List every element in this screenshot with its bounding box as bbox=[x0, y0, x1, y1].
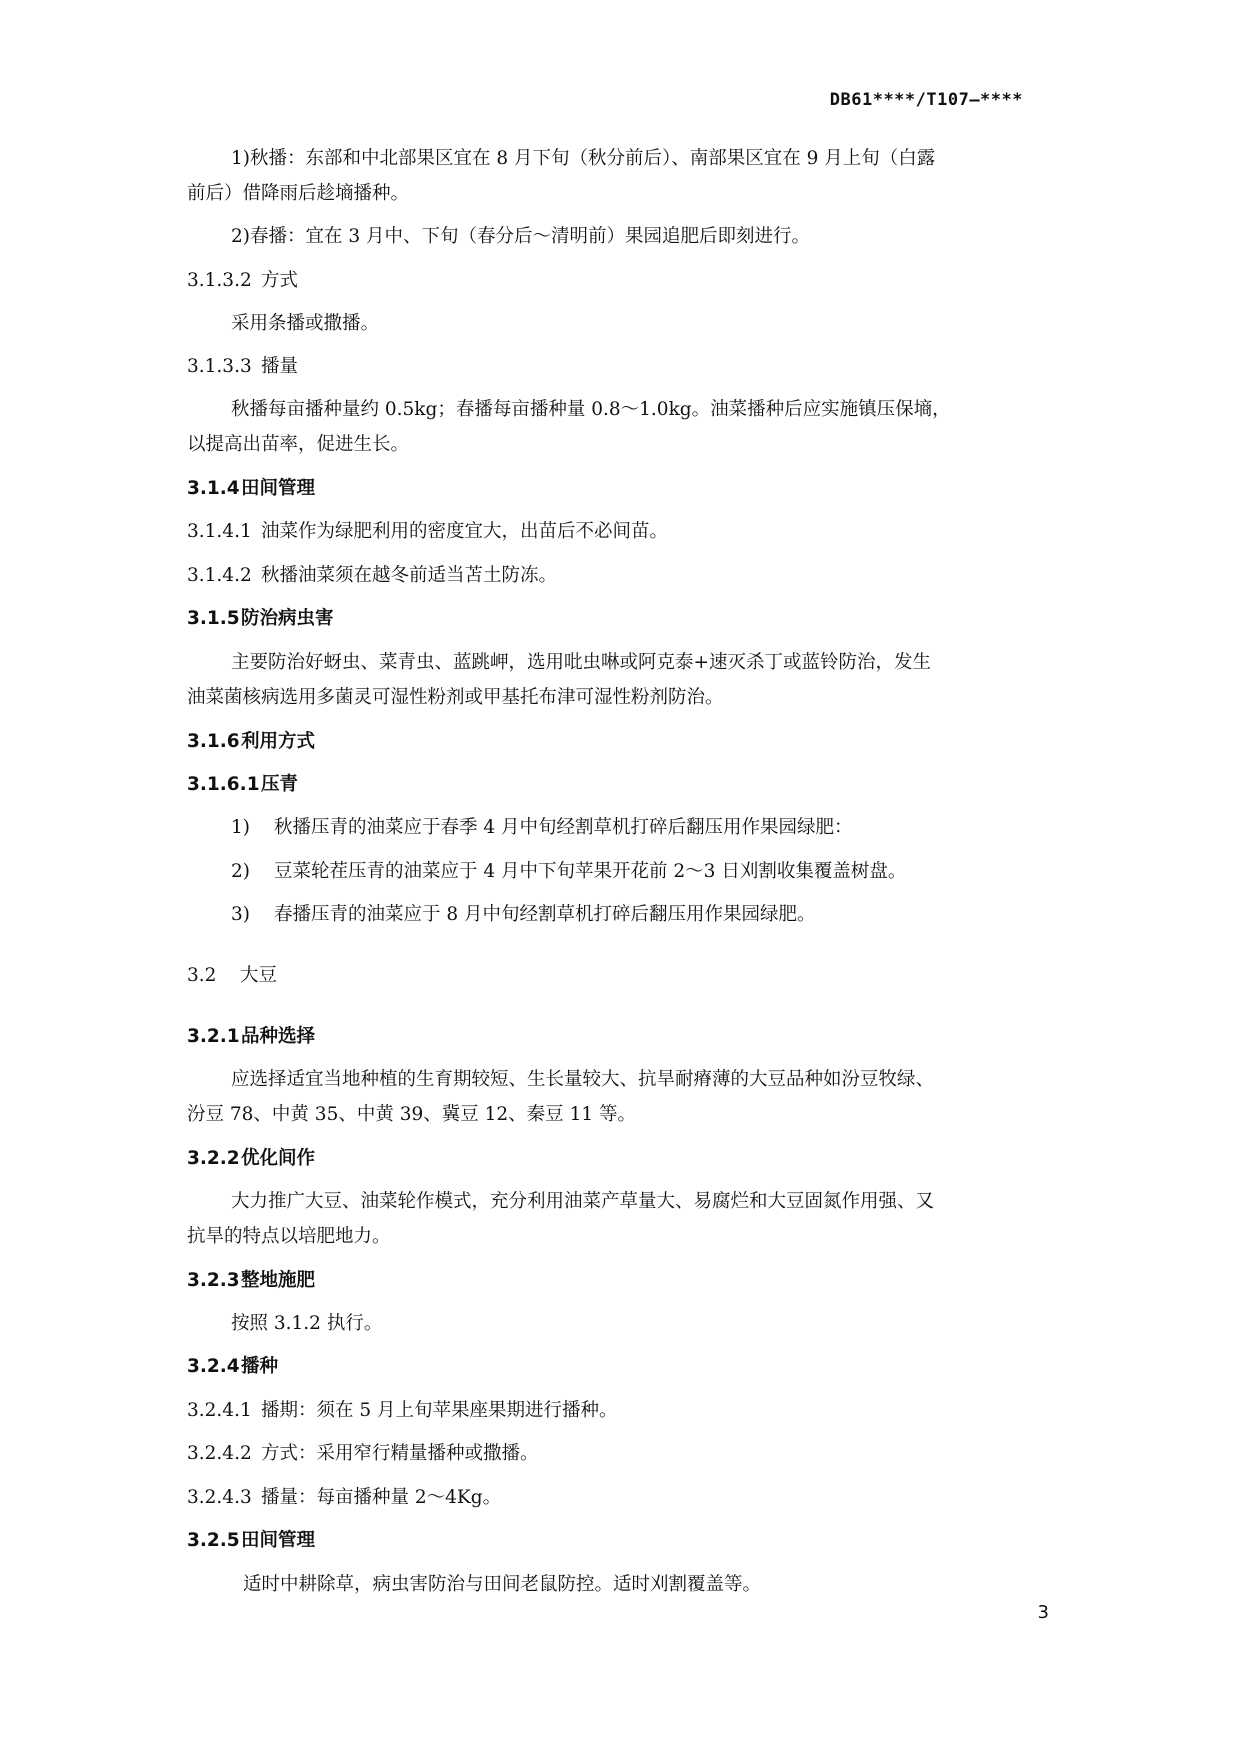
list-item-number: 3) bbox=[231, 904, 250, 925]
section-number: 3.1.6.1 bbox=[187, 774, 260, 795]
section-number: 3.2.4 bbox=[187, 1356, 240, 1377]
section-number: 3.1.3.2 bbox=[187, 270, 252, 291]
section-heading bbox=[187, 967, 277, 986]
paragraph-line: 应选择适宜当地种植的生育期较短、生长量较大、抗旱耐瘠薄的大豆品种如汾豆牧绿、 bbox=[231, 1069, 935, 1090]
paragraph-line: 按照 3.1.2 执行。 bbox=[231, 1313, 383, 1334]
section-heading bbox=[187, 733, 315, 752]
paragraph-line: 采用条播或撒播。 bbox=[231, 313, 380, 334]
paragraph-line: 大力推广大豆、油菜轮作模式，充分利用油菜产草量大、易腐烂和大豆固氮作用强、又 bbox=[231, 1191, 935, 1212]
clause-line bbox=[187, 567, 557, 586]
section-title: 田间管理 bbox=[241, 478, 316, 499]
section-number: 3.2 bbox=[187, 965, 217, 986]
section-heading bbox=[187, 1358, 278, 1377]
section-heading bbox=[187, 610, 334, 629]
section-number: 3.1.6 bbox=[187, 731, 240, 752]
section-number: 3.2.5 bbox=[187, 1530, 240, 1551]
page-number: 3 bbox=[1037, 1602, 1049, 1623]
paragraph-line: 2)春播：宜在 3 月中、下旬（春分后～清明前）果园追肥后即刻进行。 bbox=[231, 226, 811, 247]
paragraph-line: 油菜菌核病选用多菌灵可湿性粉剂或甲基托布津可湿性粉剂防治。 bbox=[187, 687, 724, 708]
section-number: 3.2.4.1 bbox=[187, 1400, 252, 1421]
paragraph-line: 抗旱的特点以培肥地力。 bbox=[187, 1226, 391, 1247]
section-title: 整地施肥 bbox=[241, 1270, 316, 1291]
clause-line bbox=[187, 1489, 501, 1508]
section-title: 优化间作 bbox=[241, 1148, 316, 1169]
section-heading bbox=[187, 272, 298, 291]
section-number: 3.2.3 bbox=[187, 1270, 240, 1291]
section-number: 3.2.4.2 bbox=[187, 1443, 252, 1464]
clause-text: 油菜作为绿肥利用的密度宜大，出苗后不必间苗。 bbox=[261, 521, 669, 542]
paragraph-line: 前后）借降雨后趁墒播种。 bbox=[187, 183, 410, 204]
clause-line bbox=[187, 1445, 539, 1464]
clause-text: 播量：每亩播种量 2～4Kg。 bbox=[261, 1487, 502, 1508]
section-number: 3.1.3.3 bbox=[187, 356, 252, 377]
clause-line bbox=[187, 523, 668, 542]
paragraph-line: 以提高出苗率，促进生长。 bbox=[187, 434, 410, 455]
paragraph-line: 1)秋播：东部和中北部果区宜在 8 月下旬（秋分前后）、南部果区宜在 9 月上旬（白露 bbox=[231, 148, 936, 169]
section-title: 防治病虫害 bbox=[241, 608, 334, 629]
section-heading bbox=[187, 1532, 315, 1551]
section-number: 3.2.4.3 bbox=[187, 1487, 252, 1508]
section-number: 3.2.2 bbox=[187, 1148, 240, 1169]
section-title: 压青 bbox=[261, 774, 299, 795]
clause-text: 方式：采用窄行精量播种或撒播。 bbox=[261, 1443, 539, 1464]
section-title: 播种 bbox=[241, 1356, 279, 1377]
list-item-number: 2) bbox=[231, 861, 250, 882]
section-heading bbox=[187, 776, 298, 795]
section-number: 3.1.4.1 bbox=[187, 521, 252, 542]
list-item-text: 豆菜轮茬压青的油菜应于 4 月中下旬苹果开花前 2～3 日刈割收集覆盖树盘。 bbox=[274, 861, 907, 882]
section-title: 田间管理 bbox=[241, 1530, 316, 1551]
section-number: 3.1.4 bbox=[187, 478, 240, 499]
section-title: 大豆 bbox=[240, 965, 278, 986]
section-heading bbox=[187, 480, 315, 499]
section-title: 利用方式 bbox=[241, 731, 316, 752]
document-code: DB61****/T107—**** bbox=[829, 90, 1023, 110]
list-item-text: 春播压青的油菜应于 8 月中旬经割草机打碎后翻压用作果园绿肥。 bbox=[274, 904, 816, 925]
section-title: 方式 bbox=[261, 270, 299, 291]
clause-text: 播期：须在 5 月上旬苹果座果期进行播种。 bbox=[261, 1400, 618, 1421]
paragraph-line: 适时中耕除草，病虫害防治与田间老鼠防控。适时刈割覆盖等。 bbox=[243, 1574, 762, 1595]
list-item-text: 秋播压青的油菜应于春季 4 月中旬经割草机打碎后翻压用作果园绿肥： bbox=[274, 817, 853, 838]
section-title: 品种选择 bbox=[241, 1026, 316, 1047]
list-item bbox=[231, 863, 906, 882]
section-number: 3.1.4.2 bbox=[187, 565, 252, 586]
section-heading bbox=[187, 1150, 315, 1169]
clause-line bbox=[187, 1402, 618, 1421]
paragraph-line: 主要防治好蚜虫、菜青虫、蓝跳岬，选用吡虫啉或阿克泰+速灭杀丁或蓝铃防治，发生 bbox=[231, 652, 932, 673]
paragraph-line: 汾豆 78、中黄 35、中黄 39、冀豆 12、秦豆 11 等。 bbox=[187, 1104, 636, 1125]
section-title: 播量 bbox=[261, 356, 299, 377]
list-item bbox=[231, 819, 853, 838]
section-heading bbox=[187, 358, 298, 377]
list-item bbox=[231, 906, 816, 925]
section-heading bbox=[187, 1272, 315, 1291]
section-number: 3.2.1 bbox=[187, 1026, 240, 1047]
clause-text: 秋播油菜须在越冬前适当苫土防冻。 bbox=[261, 565, 558, 586]
section-heading bbox=[187, 1028, 315, 1047]
list-item-number: 1) bbox=[231, 817, 250, 838]
section-number: 3.1.5 bbox=[187, 608, 240, 629]
paragraph-line: 秋播每亩播种量约 0.5kg；春播每亩播种量 0.8～1.0kg。油菜播种后应实施镇压保墒， bbox=[231, 399, 951, 420]
